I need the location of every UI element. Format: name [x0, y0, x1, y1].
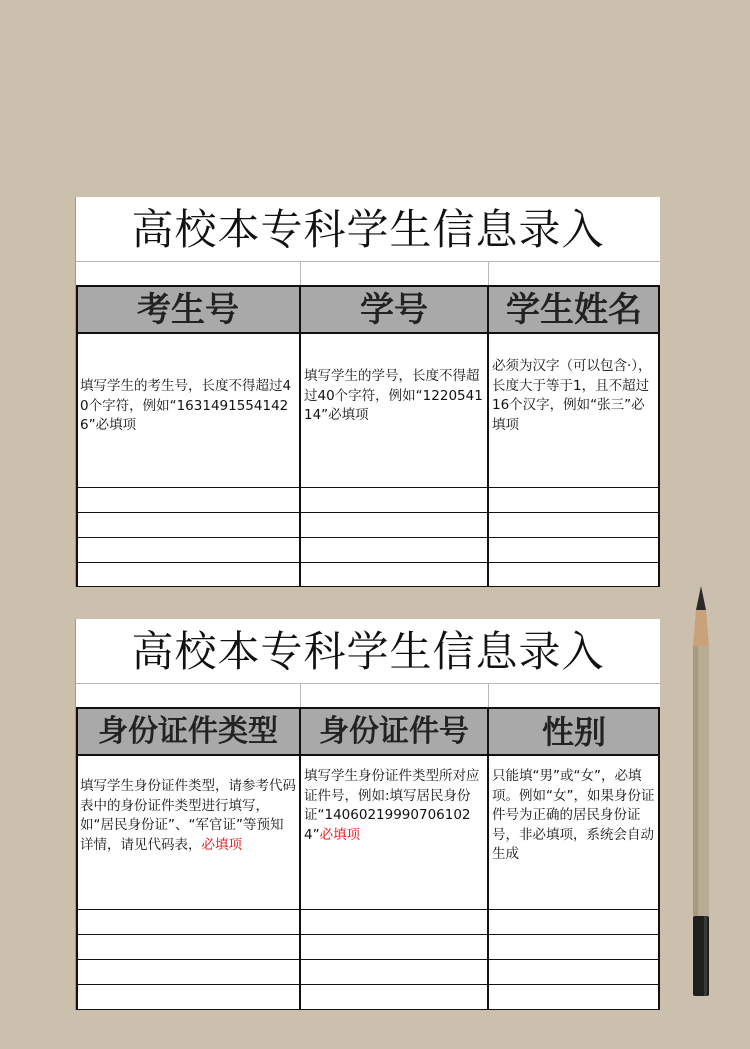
spreadsheet-panel-1 — [75, 197, 660, 587]
empty-row[interactable] — [76, 935, 660, 959]
description-cell-student-id[interactable]: 填写学生的学号，长度不得超过40个字符，例如“122054114”必填项 — [304, 368, 483, 423]
empty-row[interactable] — [76, 513, 660, 537]
empty-row[interactable] — [76, 538, 660, 562]
description-cell-gender[interactable]: 只能填“男”或“女”，必填项。例如“女”，如果身份证件号为正确的居民身份证号，非必填项，系统会自动生成 — [492, 768, 655, 862]
required-label: 必填项 — [201, 836, 242, 853]
description-cell-id-type[interactable] — [76, 777, 300, 855]
description-cell-student-name[interactable]: 必须为汉字（可以包含·），长度大于等于1，且不超过16个汉字，例如“张三”必填项 — [492, 358, 652, 433]
column-header-student-id[interactable]: 学号 — [300, 286, 488, 332]
pencil-decoration — [690, 586, 712, 1006]
description-cell-id-number[interactable] — [300, 767, 488, 845]
column-header-id-type[interactable]: 身份证件类型 — [76, 708, 300, 754]
empty-row[interactable] — [76, 488, 660, 512]
column-header-id-number[interactable]: 身份证件号 — [300, 708, 488, 754]
column-header-exam-number[interactable]: 考生号 — [76, 286, 300, 332]
column-header-gender[interactable]: 性别 — [488, 708, 660, 754]
empty-row[interactable] — [76, 985, 660, 1009]
description-text: 填写学生身份证件类型所对应证件号，例如:填写居民身份证“140602199907061024” — [304, 768, 480, 843]
spreadsheet-panel-2 — [75, 619, 660, 1010]
column-header-student-name[interactable]: 学生姓名 — [488, 286, 660, 332]
empty-row[interactable] — [76, 563, 660, 587]
empty-row[interactable] — [76, 910, 660, 934]
required-label: 必填项 — [319, 826, 361, 843]
description-text: 填写学生身份证件类型，请参考代码表中的身份证件类型进行填写，如“居民身份证”、“军官证”等预知详情，请见代码表， — [80, 778, 296, 853]
sheet-title: 高校本专科学生信息录入 — [131, 627, 605, 676]
description-cell-exam-number[interactable]: 填写学生的考生号，长度不得超过40个字符，例如“16314915541426”必填项 — [80, 378, 292, 433]
sheet-title: 高校本专科学生信息录入 — [131, 205, 605, 254]
empty-row[interactable] — [76, 960, 660, 984]
